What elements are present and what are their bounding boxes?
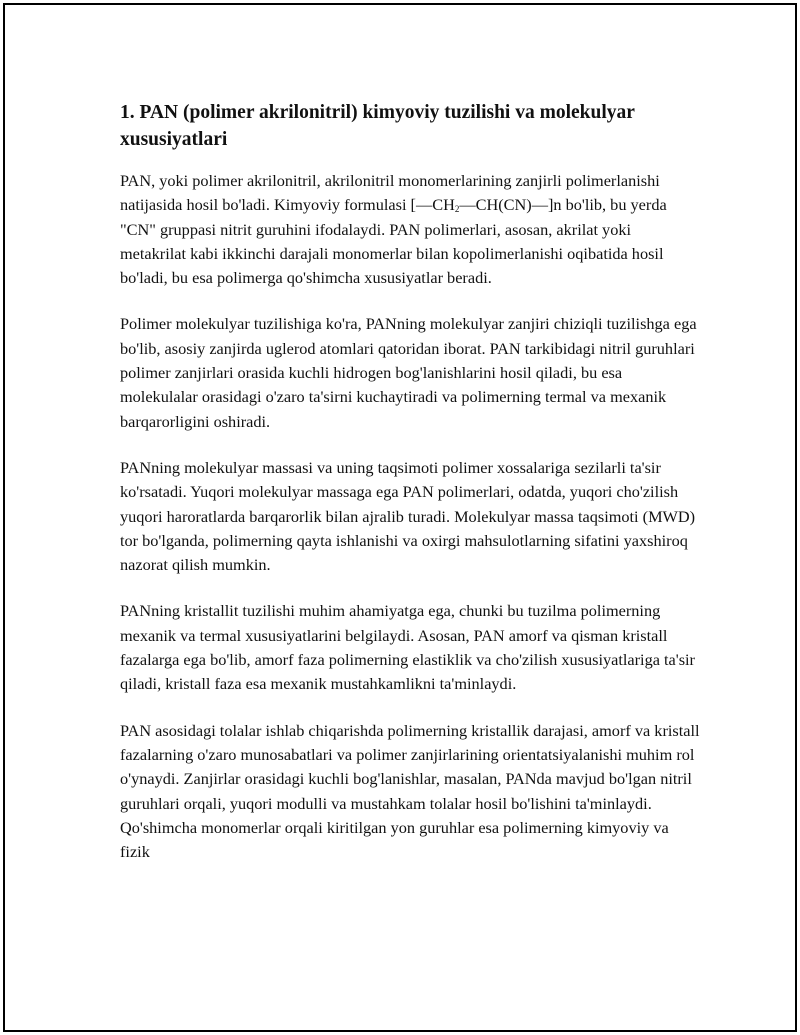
paragraph-4: PANning kristallit tuzilishi muhim ahamiyatga ega, chunki bu tuzilma polimerning mexanik va termal xususiyatlarini belgilaydi. Asosan, PAN amorf va qisman kristall fazalarga ega bo'lib, amorf faza polimerning elastiklik va cho'zilish xususiyatlariga ta'sir qiladi, kristall faza esa mexanik mustahkamlikni ta'minlaydi. [120,601,695,694]
paragraph-1-text-start: PAN, yoki polimer akrilonitril, akrilonitril monomerlarining zanjirli polimerlanishi natijasida hosil bo'ladi. Kimyoviy formulasi [—CH [120,171,660,215]
paragraph-1 [120,169,700,290]
paragraph-3: PANning molekulyar massasi va uning taqsimoti polimer xossalariga sezilarli ta'sir ko'rsatadi. Yuqori molekulyar massaga ega PAN polimerlari, odatda, yuqori cho'zilish yuqori haroratlarda barqarorlik bilan ajralib turadi. Molekulyar massa taqsimoti (MWD) tor bo'lganda, polimerning qayta ishlanishi va oxirgi mahsulotlarning sifatini yaxshiroq nazorat qilish mumkin. [120,457,696,575]
paragraph-5: PAN asosidagi tolalar ishlab chiqarishda polimerning kristallik darajasi, amorf va kristall fazalarning o'zaro munosabatlari va polimer zanjirlarining orientatsiyalanishi muhim rol o'ynaydi. Zanjirlar orasidagi kuchli bog'lanishlar, masalan, PANda mavjud bo'lgan nitril guruhlari orqali, yuqori modulli va mustahkam tolalar hosil bo'lishini ta'minlaydi. Qo'shimcha monomerlar orqali kiritilgan yon guruhlar esa polimerning kimyoviy va fizik [120,720,700,862]
formula-subscript: 2 [454,204,460,215]
document-body [120,99,700,886]
document-page [3,3,797,1032]
section-heading: 1. PAN (polimer akrilonitril) kimyoviy tuzilishi va molekulyar xususiyatlari [120,102,635,150]
paragraph-2: Polimer molekulyar tuzilishiga ko'ra, PANning molekulyar zanjiri chiziqli tuzilishga ega bo'lib, asosiy zanjirda uglerod atomlari qatoridan iborat. PAN tarkibidagi nitril guruhlari polimer zanjirlari orasida kuchli hidrogen bog'lanishlarini hosil qiladi, bu esa molekulalar orasidagi o'zaro ta'sirni kuchaytiradi va polimerning termal va mexanik barqarorligini oshiradi. [120,314,697,431]
paragraph-1-text-end: —CH(CN)—]n bo'lib, bu yerda "CN" gruppasi nitrit guruhini ifodalaydi. PAN polimerlari, asosan, akrilat yoki metakrilat kabi ikkinchi darajali monomerlar bilan kopolimerlanishi oqibatida hosil bo'ladi, bu esa polimerga qo'shimcha xususiyatlar beradi. [120,195,667,288]
